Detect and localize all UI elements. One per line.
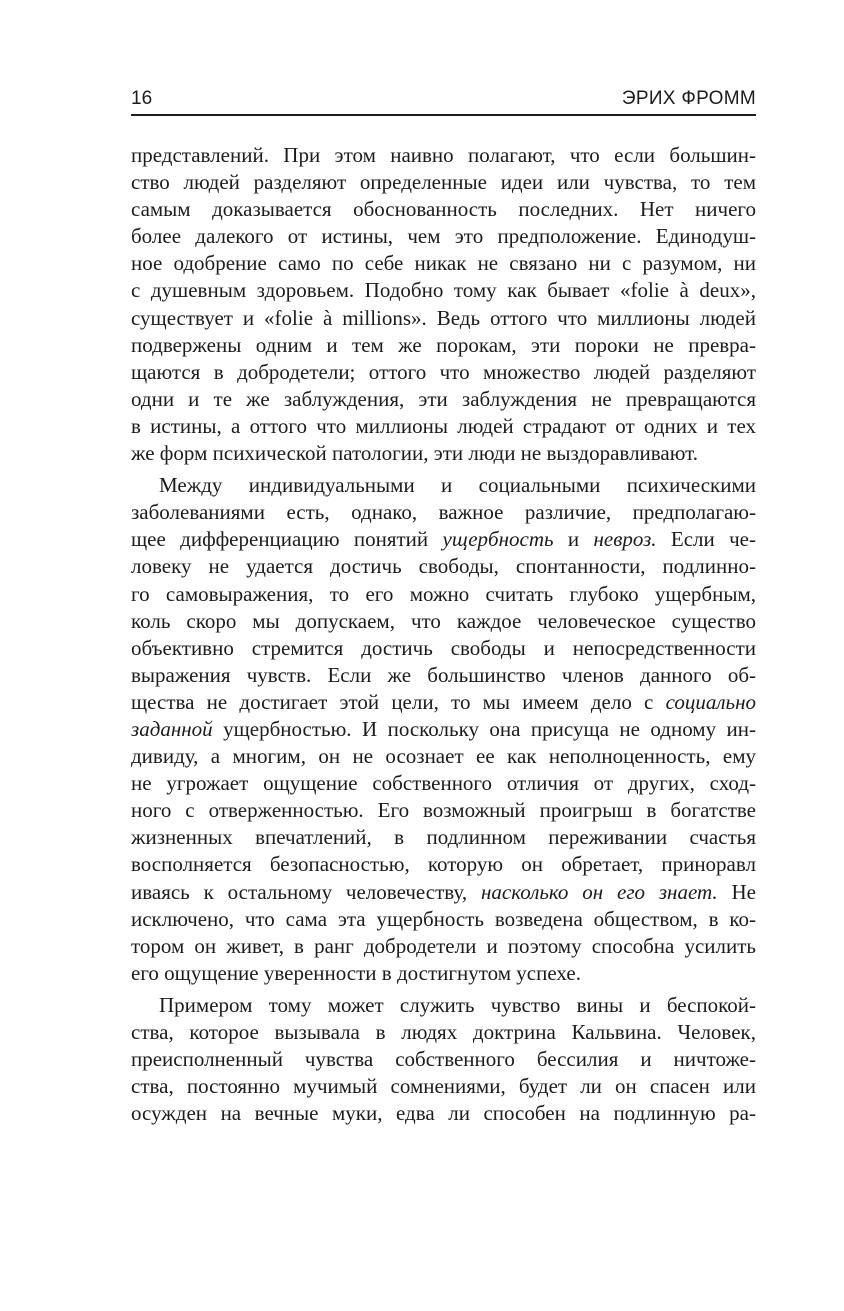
text-line: заболеваниями есть, однако, важное различие, предполагаю- [131,500,756,525]
paragraph-3 [131,992,756,1127]
text-line: более далекого от истины, чем это предположение. Единодуш- [131,224,756,249]
book-page [131,84,756,1132]
text-line: его ощущение уверенности в достигнутом успехе. [131,960,581,985]
text-line [131,879,756,906]
text-line: осужден на вечные муки, едва ли способен на подлинную ра- [131,1101,756,1126]
text-run: Если че- [656,527,756,552]
text-run: и [553,527,594,552]
body-text [131,142,756,1127]
text-line: ное одобрение само по себе никак не связано ни с разумом, ни [131,251,756,276]
text-line: представлений. При этом наивно полагают, что если большин- [131,143,756,167]
text-line [131,689,756,716]
text-line: объективно стремится достичь свободы и непосредственности [131,635,756,660]
text-line: существует и «folie à millions». Ведь оттого что миллионы людей [131,305,756,330]
term-zadannoy: заданной [131,716,213,741]
running-head [131,84,756,116]
text-line: щаются в добродетели; оттого что множество людей разделяют [131,359,756,384]
text-line [131,716,756,743]
text-run: иваясь к остальному человечеству, [131,879,481,904]
text-line: ство людей разделяют определенные идеи или чувства, то тем [131,170,756,195]
text-line: же форм психической патологии, эти люди не выздоравливают. [131,441,699,466]
text-line: одни и те же заблуждения, эти заблуждения не превращаются [131,386,756,411]
text-line: восполняется безопасностью, которую он обретает, приноравл [131,852,756,877]
text-line: не угрожает ощущение собственного отличия от других, сход- [131,771,756,796]
text-line: с душевным здоровьем. Подобно тому как бывает «folie à deux», [131,278,756,303]
text-line: в истины, а оттого что миллионы людей страдают от одних и тех [131,413,756,438]
page-number: 16 [131,88,153,109]
text-line: дивиду, а многим, он не осознает ее как неполноценность, ему [131,744,756,769]
text-run: щее дифференциацию понятий [131,527,443,552]
term-socialno: социально [665,689,756,714]
text-line: выражения чувств. Если же большинство членов данного об- [131,662,756,687]
text-line: ного с отверженностью. Его возможный проигрыш в богатстве [131,798,756,823]
paragraph-1 [131,142,756,467]
text-line: го самовыражения, то его можно считать глубоко ущербным, [131,581,756,606]
text-line: Примером тому может служить чувство вины и беспокой- [159,992,756,1017]
text-run: щества не достигает этой цели, то мы имеем дело с [131,689,666,714]
term-ushcherbnost: ущербность [442,527,554,552]
phrase-naskolko: насколько он его знает. [480,879,718,904]
text-line: ства, которое вызывала в людях доктрина Кальвина. Человек, [131,1020,756,1044]
text-line: ловеку не удается достичь свободы, спонтанности, подлинно- [131,554,756,579]
text-line: подвержены одним и тем же порокам, эти пороки не превра- [131,332,756,357]
text-line: жизненных впечатлений, в подлинном переживании счастья [131,825,756,850]
text-line: самым доказывается обоснованность последних. Нет ничего [131,197,756,222]
text-line: преисполненный чувства собственного бессилия и ничтоже- [131,1047,756,1072]
text-line: коль скоро мы допускаем, что каждое человеческое существо [131,608,756,633]
term-nevroz: невроз. [593,527,657,552]
paragraph-2 [131,472,756,987]
text-run: ущербностью. И поскольку она присуща не одному ин- [212,716,756,741]
text-run: Не [717,879,756,904]
text-line: Между индивидуальными и социальными психическими [159,473,756,498]
text-line: исключено, что сама эта ущербность возведена обществом, в ко- [131,906,756,931]
author-name: ЭРИХ ФРОММ [621,88,756,109]
text-line [131,526,756,553]
text-line: ства, постоянно мучимый сомнениями, будет ли он спасен или [131,1074,756,1099]
text-line: тором он живет, в ранг добродетели и поэтому способна усилить [131,933,756,958]
